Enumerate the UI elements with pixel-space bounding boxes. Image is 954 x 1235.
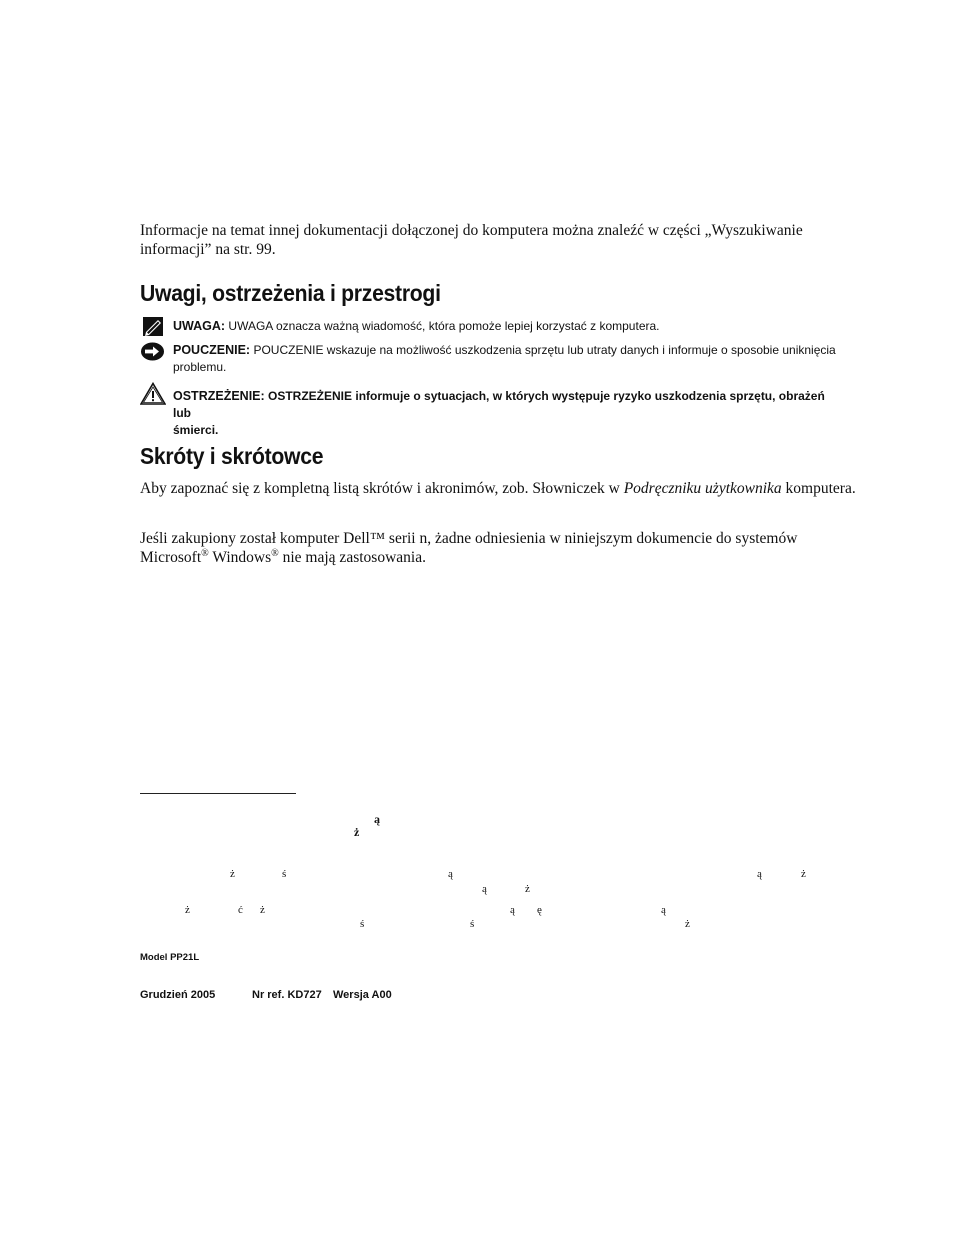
uwaga-text: UWAGA oznacza ważną wiadomość, która pomoże lepiej korzystać z komputera. — [228, 319, 660, 333]
residual-glyph: ą — [510, 904, 515, 916]
ostrzezenie-text-line-1: OSTRZEŻENIE informuje o sytuacjach, w których występuje ryzyko uszkodzenia sprzętu, obrażeń lub — [173, 389, 825, 420]
intro-line-1: Informacje na temat innej dokumentacji dołączonej do komputera można znaleźć w części „Wyszukiwanie — [140, 222, 803, 239]
residual-glyph: ą — [482, 883, 487, 895]
ostrzezenie-text-line-2: śmierci. — [173, 423, 219, 437]
residual-glyph: ą — [448, 868, 453, 880]
pouczenie-label: POUCZENIE: — [173, 343, 251, 357]
note-uwaga — [140, 316, 840, 338]
dell-note-line-2 — [140, 548, 820, 567]
residual-glyph: ą — [374, 812, 380, 826]
uwaga-label: UWAGA: — [173, 319, 226, 333]
dell-note-paragraph — [140, 529, 820, 567]
warning-triangle-icon — [140, 382, 165, 404]
intro-line-2: informacji” na str. 99. — [140, 241, 276, 258]
note-pencil-icon — [140, 316, 165, 338]
residual-glyph: ć — [238, 904, 243, 916]
residual-glyph: ż — [185, 904, 190, 916]
dell-note-line-1: Jeśli zakupiony został komputer Dell™ serii n, żadne odniesienia w niniejszym dokumencie do systemów — [140, 530, 798, 547]
note-pouczenie — [140, 342, 840, 378]
footnote-divider — [140, 793, 296, 794]
intro-paragraph — [140, 221, 820, 259]
residual-glyph: ś — [470, 918, 475, 930]
dell-note-microsoft: Microsoft — [140, 549, 202, 566]
residual-glyph: ż — [354, 825, 360, 839]
registered-mark: ® — [271, 547, 279, 559]
dell-note-windows: Windows — [208, 549, 272, 566]
pouczenie-text-line-2: problemu. — [173, 360, 227, 374]
abbr-text-italic: Podręczniku użytkownika — [623, 480, 782, 497]
residual-glyph: ą — [757, 868, 762, 880]
note-ostrzezenie — [140, 382, 840, 437]
residual-glyph: ż — [260, 904, 265, 916]
dell-note-tail: nie mają zastosowania. — [278, 549, 426, 566]
abbr-text-before: Aby zapoznać się z kompletną listą skrótów i akronimów, zob. Słowniczek w — [140, 480, 624, 497]
notes-section-title: Uwagi, ostrzeżenia i przestrogi — [140, 280, 441, 306]
registered-mark: ® — [201, 547, 209, 559]
footer-date: Grudzień 2005 — [140, 989, 216, 1001]
residual-glyph: ę — [537, 904, 542, 916]
residual-glyph: ś — [282, 868, 287, 880]
pouczenie-text-line-1: POUCZENIE wskazuje na możliwość uszkodzenia sprzętu lub utraty danych i informuje o sposobie uniknięcia — [253, 343, 836, 357]
ostrzezenie-label: OSTRZEŻENIE: — [173, 389, 265, 403]
residual-glyph: ą — [661, 904, 666, 916]
residual-glyph: ż — [685, 918, 690, 930]
residual-glyph: ś — [360, 918, 365, 930]
residual-glyph: ż — [801, 868, 806, 880]
residual-glyph: ż — [525, 883, 530, 895]
notice-arrow-icon — [140, 342, 165, 364]
footer-reference: Nr ref. KD727 — [252, 989, 322, 1001]
abbr-paragraph — [140, 479, 860, 498]
model-number: Model PP21L — [140, 952, 200, 963]
abbr-section-title: Skróty i skrótowce — [140, 443, 324, 469]
residual-glyph: ż — [230, 868, 235, 880]
abbr-text-after: komputera. — [781, 480, 856, 497]
footer-version: Wersja A00 — [333, 989, 392, 1001]
